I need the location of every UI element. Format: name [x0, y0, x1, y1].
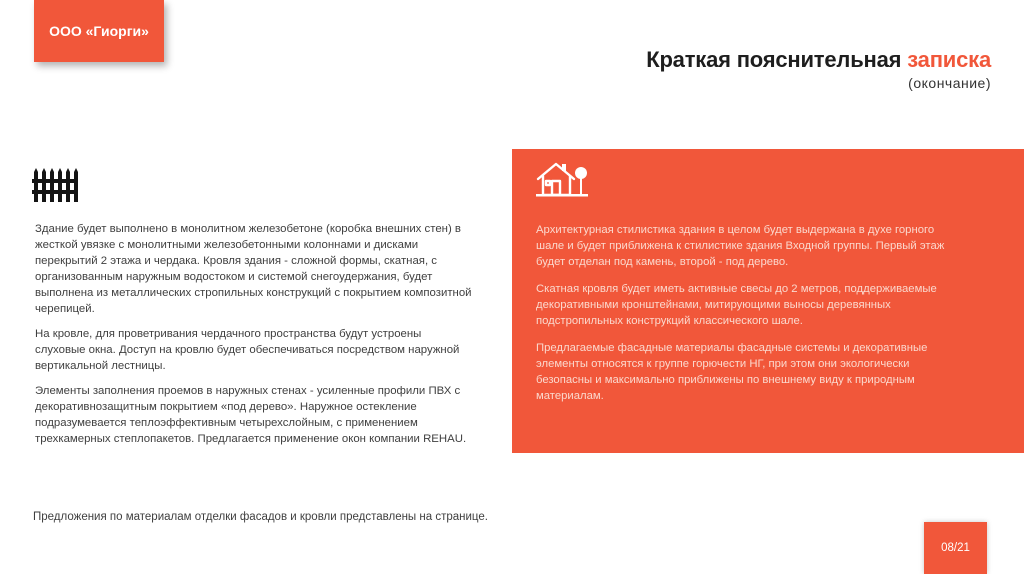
fence-icon — [32, 168, 78, 202]
company-badge — [34, 0, 164, 62]
panel-description — [536, 222, 956, 415]
left-paragraph-roof: На кровле, для проветривания чердачного пространства будут устроены слуховые окна. Доступ на кровлю будет обеспечиваться посредством наружной вертикальной лестницы. — [35, 328, 460, 372]
page-title — [646, 46, 991, 74]
page-number-badge — [924, 522, 987, 574]
page-subtitle: (окончание) — [908, 75, 991, 91]
architecture-panel — [512, 149, 1024, 453]
page-title-accent: записка — [907, 47, 991, 72]
panel-paragraph-style: Архитектурная стилистика здания в целом будет выдержана в духе горного шале и будет приближена к стилистике здания Входной группы. Первый этаж будет отделан под камень, второй - под дерево. — [536, 224, 945, 268]
left-description — [35, 221, 475, 456]
page-header — [646, 46, 991, 92]
page-number: 08/21 — [941, 542, 970, 554]
panel-paragraph-materials: Предлагаемые фасадные материалы фасадные системы и декоративные элементы относятся к группе горючести НГ, при этом они экологически безопасны и максимально приближены по внешнему виду к природным материалам. — [536, 342, 928, 402]
footer-note: Предложения по материалам отделки фасадов и кровли представлены на странице. — [33, 511, 488, 523]
panel-paragraph-roof: Скатная кровля будет иметь активные свесы до 2 метров, поддерживаемые декоративными кронштейнами, митирующими выносы деревянных подстропильных конструкций классического шале. — [536, 283, 937, 327]
company-name: ООО «Гиорги» — [49, 23, 149, 39]
left-paragraph-structure: Здание будет выполнено в монолитном железобетоне (коробка внешних стен) в жесткой увязке с монолитными железобетонными колоннами и дисками перекрытий 2 этажа и чердака. Кровля здания - сложной формы, скатная, с организованным наружным водостоком и системой снегоудержания, будет выполнена из металлических стропильных конструкций с покрытием композитной черепицей. — [35, 223, 472, 315]
left-paragraph-windows: Элементы заполнения проемов в наружных стенах - усиленные профили ПВХ с декоративнозащитным покрытием «под дерево». Наружное остекление подразумевается теплоэффективным четырехслойным, с применением трехкамерных степлопакетов. Предлагается применение окон компании REHAU. — [35, 385, 467, 445]
house-with-tree-icon — [536, 159, 588, 199]
page-title-main: Краткая пояснительная — [646, 47, 902, 72]
